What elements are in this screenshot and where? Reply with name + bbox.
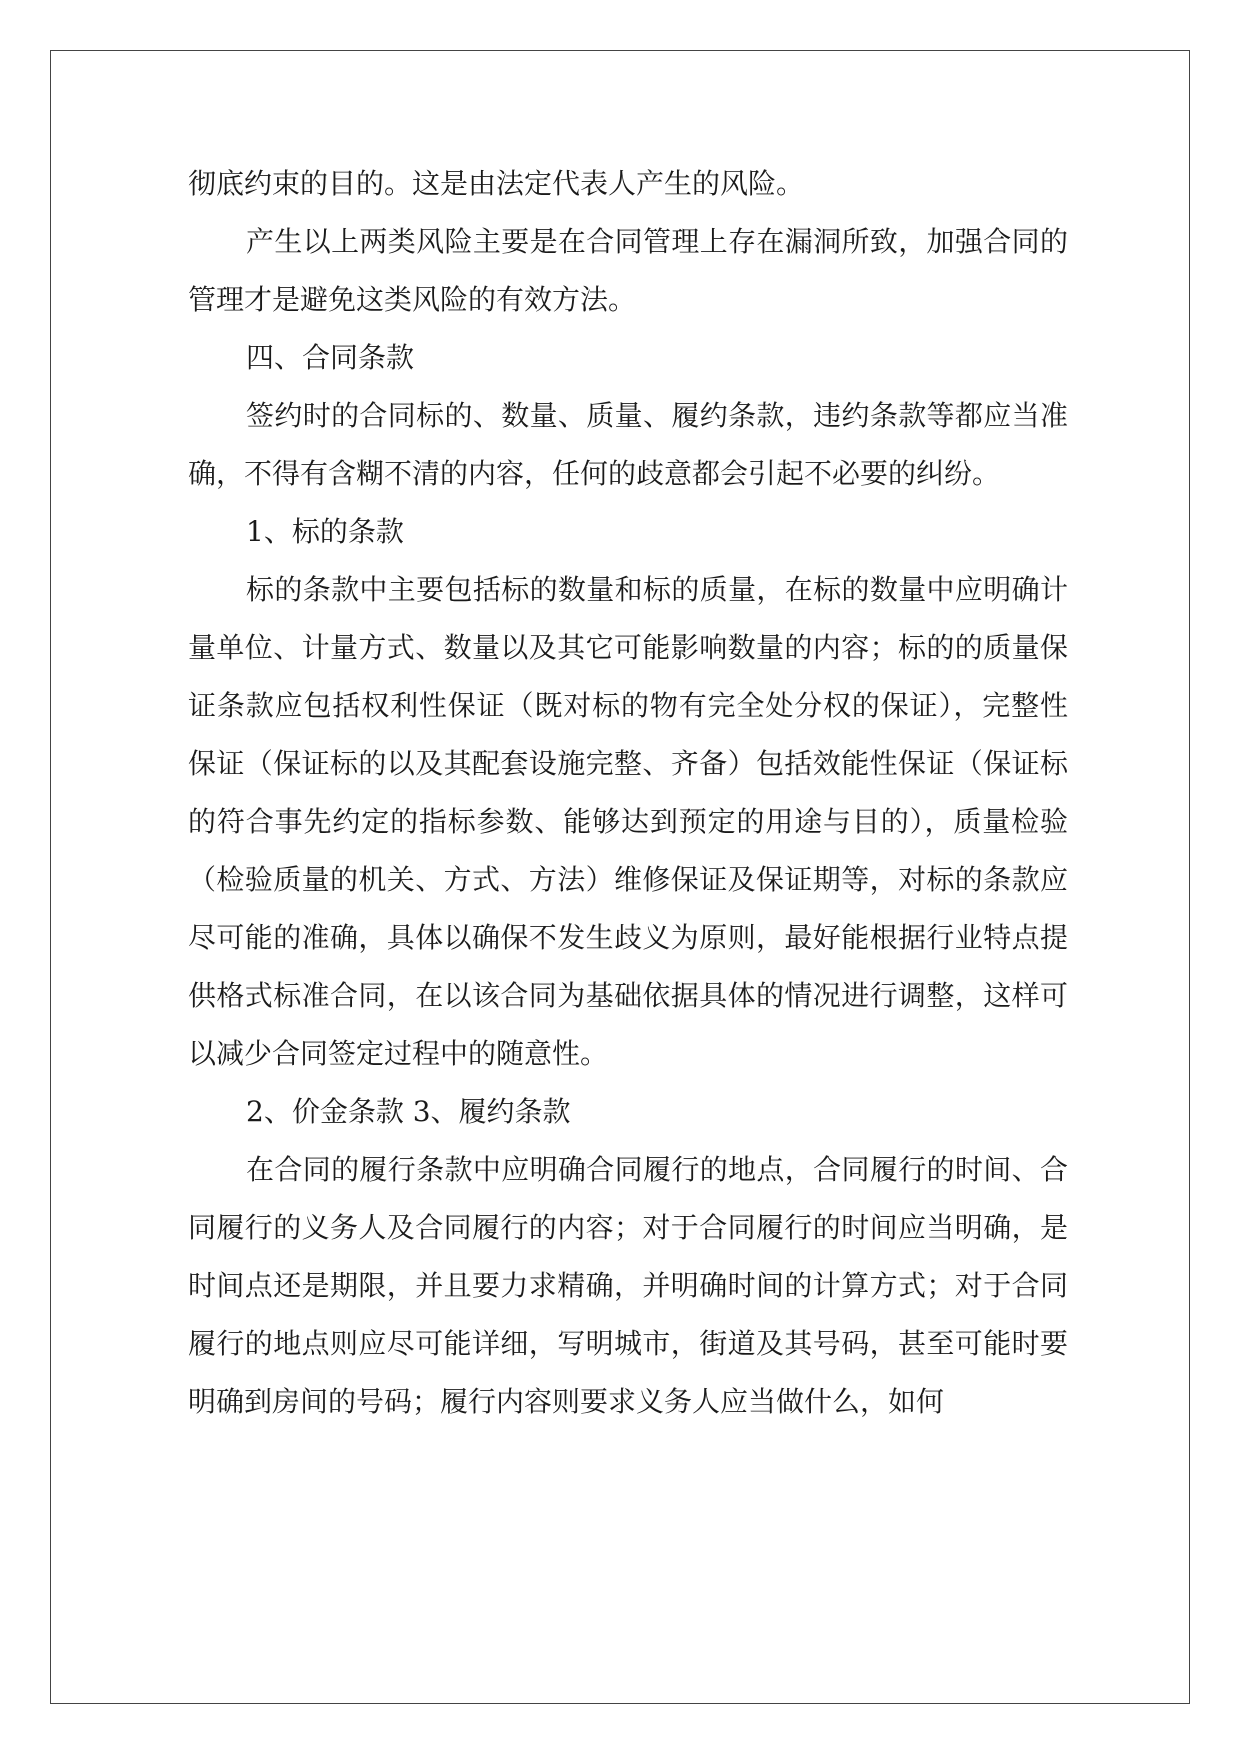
paragraph-3: 签约时的合同标的、数量、质量、履约条款，违约条款等都应当准确，不得有含糊不清的内容，任何的歧意都会引起不必要的纠纷。 xyxy=(188,399,1068,490)
document-body xyxy=(188,155,1068,1431)
paragraph-2: 产生以上两类风险主要是在合同管理上存在漏洞所致，加强合同的管理才是避免这类风险的有效方法。 xyxy=(188,225,1068,316)
section-heading-contract-terms: 四、合同条款 xyxy=(246,341,415,374)
subheading-price-performance-terms: 2、价金条款 3、履约条款 xyxy=(246,1095,571,1128)
subheading-subject-terms: 1、标的条款 xyxy=(246,515,404,548)
paragraph-1: 彻底约束的目的。这是由法定代表人产生的风险。 xyxy=(188,167,805,200)
paragraph-5: 在合同的履行条款中应明确合同履行的地点，合同履行的时间、合同履行的义务人及合同履行的内容；对于合同履行的时间应当明确，是时间点还是期限，并且要力求精确，并明确时间的计算方式；对于合同履行的地点则应尽可能详细，写明城市，街道及其号码，甚至可能时要明确到房间的号码；履行内容则要求义务人应当做什么，如何 xyxy=(188,1153,1068,1418)
paragraph-4: 标的条款中主要包括标的数量和标的质量，在标的数量中应明确计量单位、计量方式、数量以及其它可能影响数量的内容；标的的质量保证条款应包括权利性保证（既对标的物有完全处分权的保证），完整性保证（保证标的以及其配套设施完整、齐备）包括效能性保证（保证标的符合事先约定的指标参数、能够达到预定的用途与目的），质量检验（检验质量的机关、方式、方法）维修保证及保证期等，对标的条款应尽可能的准确，具体以确保不发生歧义为原则，最好能根据行业特点提供格式标准合同，在以该合同为基础依据具体的情况进行调整，这样可以减少合同签定过程中的随意性。 xyxy=(188,573,1068,1070)
